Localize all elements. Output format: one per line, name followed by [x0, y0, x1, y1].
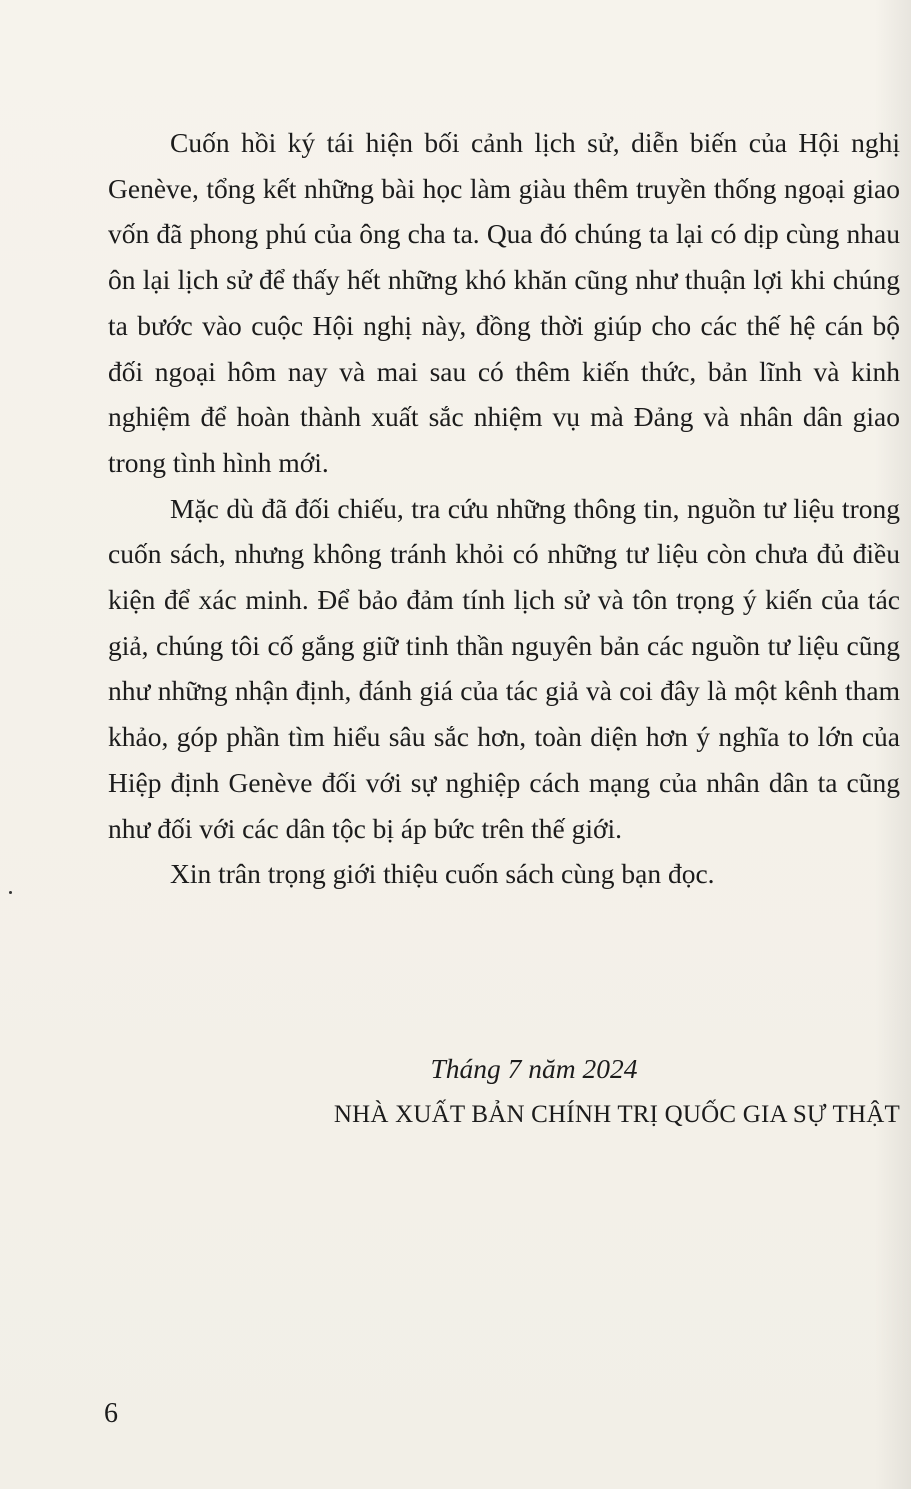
date-line: Tháng 7 năm 2024 [430, 1053, 638, 1084]
paper-speck [9, 891, 12, 894]
body-text [108, 120, 900, 897]
page-number: 6 [104, 1398, 118, 1429]
paragraph-1: Cuốn hồi ký tái hiện bối cảnh lịch sử, diễn biến của Hội nghị Genève, tổng kết những bài học làm giàu thêm truyền thống ngoại giao vốn đã phong phú của ông cha ta. Qua đó chúng ta lại có dịp cùng nhau ôn lại lịch sử để thấy hết những khó khăn cũng như thuận lợi khi chúng ta bước vào cuộc Hội nghị này, đồng thời giúp cho các thế hệ cán bộ đối ngoại hôm nay và mai sau có thêm kiến thức, bản lĩnh và kinh nghiệm để hoàn thành xuất sắc nhiệm vụ mà Đảng và nhân dân giao trong tình hình mới. [108, 127, 900, 478]
closing-line: Xin trân trọng giới thiệu cuốn sách cùng bạn đọc. [170, 858, 715, 890]
publisher-name: NHÀ XUẤT BẢN CHÍNH TRỊ QUỐC GIA SỰ THẬT [333, 1101, 900, 1128]
paragraph-2: Mặc dù đã đối chiếu, tra cứu những thông tin, nguồn tư liệu trong cuốn sách, nhưng không tránh khỏi có những tư liệu còn chưa đủ điều kiện để xác minh. Để bảo đảm tính lịch sử và tôn trọng ý kiến của tác giả, chúng tôi cố gắng giữ tinh thần nguyên bản các nguồn tư liệu cũng như những nhận định, đánh giá của tác giả và coi đây là một kênh tham khảo, góp phần tìm hiểu sâu sắc hơn, toàn diện hơn ý nghĩa to lớn của Hiệp định Genève đối với sự nghiệp cách mạng của nhân dân ta cũng như đối với các dân tộc bị áp bức trên thế giới. [108, 492, 900, 844]
